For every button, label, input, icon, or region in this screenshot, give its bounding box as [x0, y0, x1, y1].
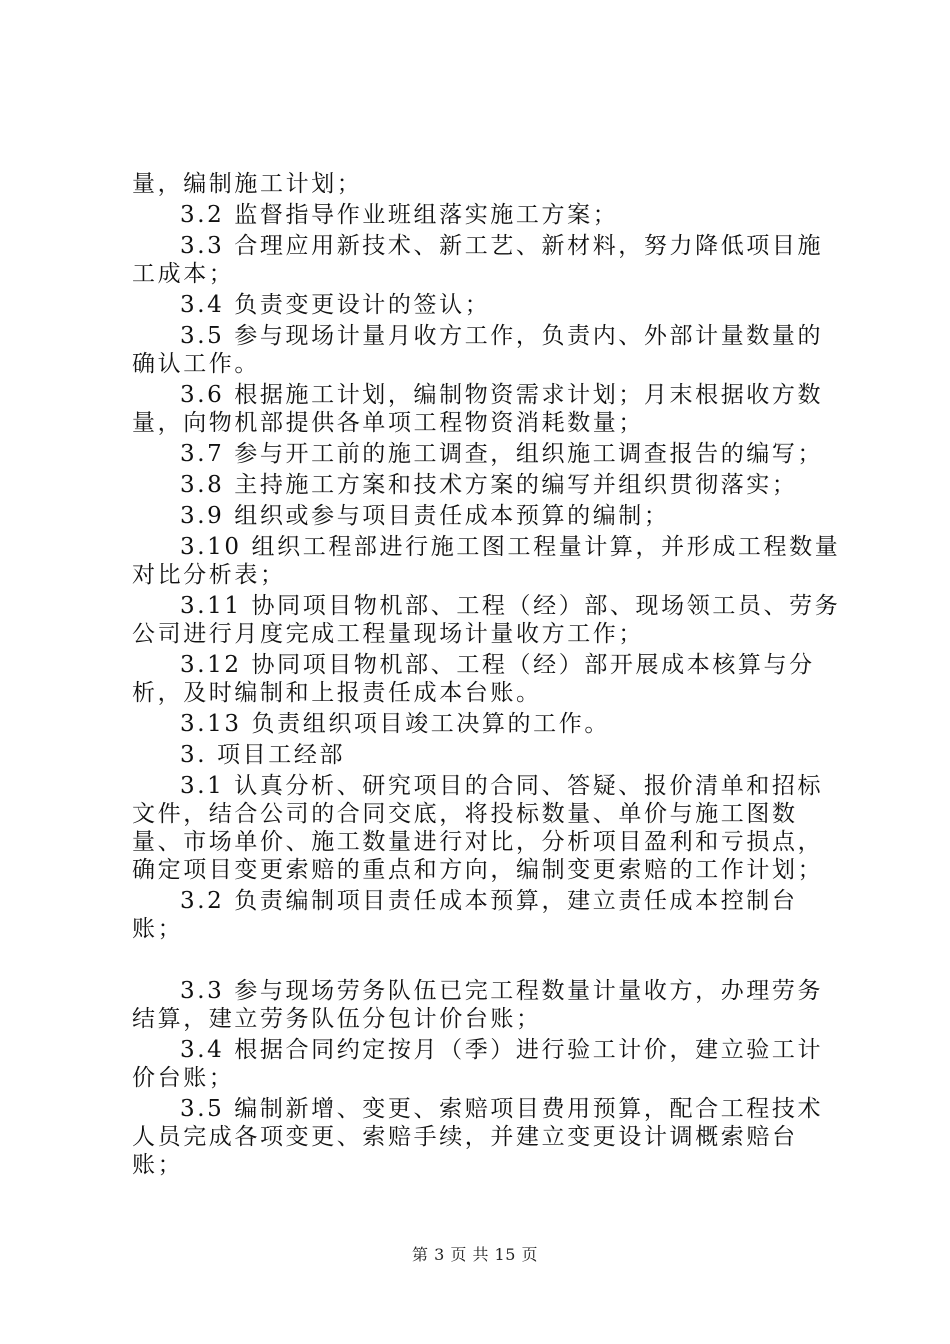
paragraph-item: 3.8 主持施工方案和技术方案的编写并组织贯彻落实；: [180, 472, 798, 498]
page-number-footer: 第 3 页 共 15 页: [412, 1245, 538, 1264]
paragraph-item: 3.5 参与现场计量月收方工作，负责内、外部计量数量的确认工作。: [132, 323, 824, 377]
section-heading: 3. 项目工经部: [180, 742, 346, 768]
paragraph-item: 3.7 参与开工前的施工调查，组织施工调查报告的编写；: [180, 441, 824, 467]
paragraph-item: 3.12 协同项目物机部、工程（经）部开展成本核算与分析，及时编制和上报责任成本台账。: [132, 652, 815, 706]
paragraph-item: 3.9 组织或参与项目责任成本预算的编制；: [180, 503, 670, 529]
paragraph-continuation: 量，编制施工计划；: [132, 171, 363, 197]
paragraph-item: 3.6 根据施工计划，编制物资需求计划；月末根据收方数量，向物机部提供各单项工程物资消耗数量；: [132, 382, 824, 436]
paragraph-item: 3.11 协同项目物机部、工程（经）部、现场领工员、劳务公司进行月度完成工程量现场计量收方工作；: [132, 593, 841, 647]
paragraph-item: 3.3 参与现场劳务队伍已完工程数量计量收方，办理劳务结算，建立劳务队伍分包计价台账；: [132, 978, 824, 1032]
paragraph-item: 3.2 负责编制项目责任成本预算，建立责任成本控制台账；: [132, 888, 798, 942]
paragraph-item: 3.4 负责变更设计的签认；: [180, 292, 491, 318]
paragraph-item: 3.1 认真分析、研究项目的合同、答疑、报价清单和招标文件，结合公司的合同交底，将投标数量、单价与施工图数量、市场单价、施工数量进行对比，分析项目盈利和亏损点，确定项目变更索赔的重点和方向，编制变更索赔的工作计划；: [132, 773, 824, 883]
document-body: [132, 170, 844, 1182]
paragraph-item: 3.3 合理应用新技术、新工艺、新材料，努力降低项目施工成本；: [132, 233, 824, 287]
paragraph-item: 3.5 编制新增、变更、索赔项目费用预算，配合工程技术人员完成各项变更、索赔手续，并建立变更设计调概索赔台账；: [132, 1096, 824, 1178]
paragraph-item: 3.13 负责组织项目竣工决算的工作。: [180, 711, 610, 737]
paragraph-item: 3.4 根据合同约定按月（季）进行验工计价，建立验工计价台账；: [132, 1037, 824, 1091]
paragraph-item: 3.10 组织工程部进行施工图工程量计算，并形成工程数量对比分析表；: [132, 534, 841, 588]
paragraph-item: 3.2 监督指导作业班组落实施工方案；: [180, 202, 619, 228]
